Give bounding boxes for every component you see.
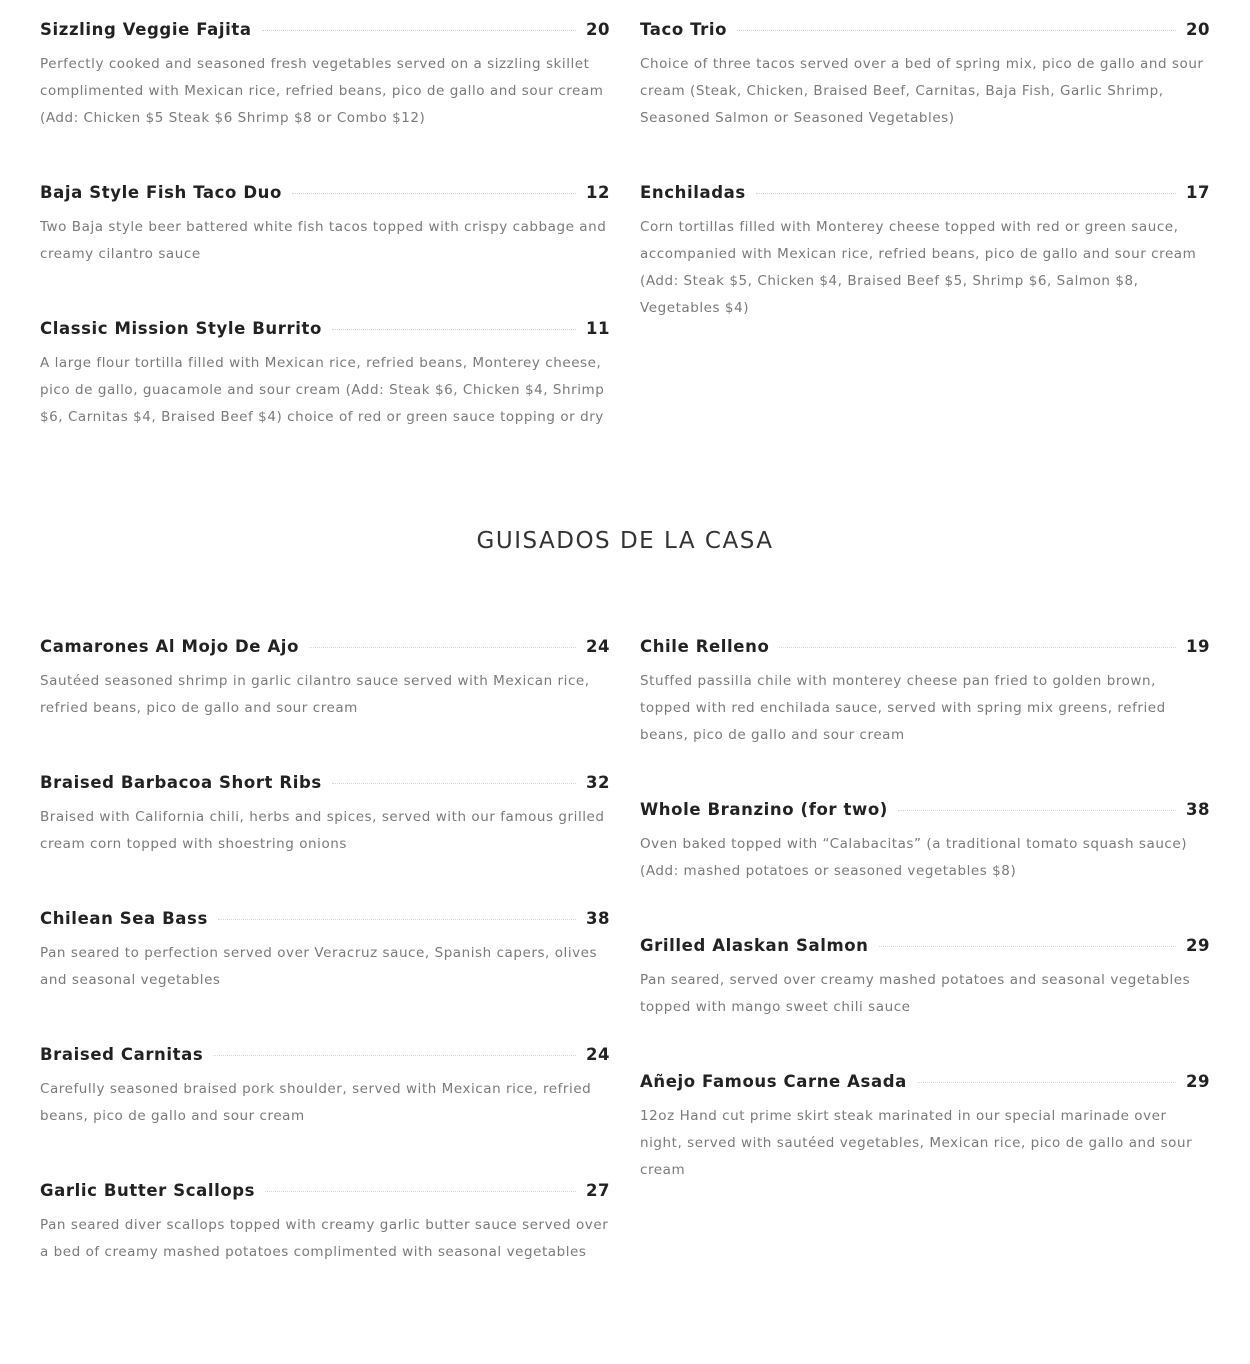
menu-item-camarones-al-mojo-de-ajo — [40, 637, 610, 722]
menu-item-header — [640, 637, 1210, 659]
dotted-leader — [292, 193, 576, 194]
dotted-leader — [265, 1191, 576, 1192]
menu-item-enchiladas — [640, 183, 1210, 322]
menu-item-description: Pan seared, served over creamy mashed potatoes and seasonal vegetables topped with mango sweet chili sauce — [640, 972, 1191, 1015]
menu-item-anejo-famous-carne-asada — [640, 1072, 1210, 1184]
menu-item-name: Chile Relleno — [640, 637, 770, 656]
dotted-leader — [332, 783, 576, 784]
menu-item-braised-carnitas — [40, 1045, 610, 1130]
dotted-leader — [756, 193, 1176, 194]
section-title: GUISADOS DE LA CASA — [476, 528, 774, 554]
dotted-leader — [218, 919, 576, 920]
menu-item-header — [640, 1072, 1210, 1094]
dotted-leader — [917, 1082, 1176, 1083]
menu-item-price: 38 — [1186, 800, 1210, 819]
menu-item-taco-trio — [640, 20, 1210, 132]
menu-item-price: 19 — [1186, 637, 1210, 656]
menu-item-price: 27 — [586, 1181, 610, 1200]
menu-item-grilled-alaskan-salmon — [640, 936, 1210, 1021]
menu-item-name: Camarones Al Mojo De Ajo — [40, 637, 299, 656]
menu-item-description: Oven baked topped with “Calabacitas” (a traditional tomato squash sauce) (Add: mashed potatoes or seasoned vegetables $8) — [640, 836, 1188, 879]
dotted-leader — [332, 329, 576, 330]
menu-item-chile-relleno — [640, 637, 1210, 749]
menu-item-classic-mission-style-burrito — [40, 319, 610, 431]
dotted-leader — [779, 647, 1176, 648]
menu-item-description: Corn tortillas filled with Monterey cheese topped with red or green sauce, accompanied with Mexican rice, refried beans, pico de gallo and sour cream (Add: Steak $5, Chicken $4, Braised Beef $5, Shrimp $6, Salmon $8, Vegetables $4) — [640, 219, 1197, 316]
menu-item-header — [40, 909, 610, 931]
dotted-leader — [309, 647, 576, 648]
menu-item-header — [640, 800, 1210, 822]
dotted-leader — [898, 810, 1176, 811]
menu-item-price: 29 — [1186, 936, 1210, 955]
menu-item-whole-branzino — [640, 800, 1210, 885]
menu-item-header — [640, 20, 1210, 42]
menu-item-name: Enchiladas — [640, 183, 746, 202]
menu-item-price: 17 — [1186, 183, 1210, 202]
dotted-leader — [879, 946, 1177, 947]
menu-item-name: Sizzling Veggie Fajita — [40, 20, 252, 39]
menu-item-description: Two Baja style beer battered white fish tacos topped with crispy cabbage and creamy cilantro sauce — [40, 219, 607, 262]
menu-item-name: Classic Mission Style Burrito — [40, 319, 322, 338]
menu-item-price: 24 — [586, 1045, 610, 1064]
dotted-leader — [213, 1055, 576, 1056]
menu-item-header — [40, 1045, 610, 1067]
menu-item-name: Taco Trio — [640, 20, 728, 39]
menu-item-price: 24 — [586, 637, 610, 656]
menu-item-description: Stuffed passilla chile with monterey cheese pan fried to golden brown, topped with red enchilada sauce, served with spring mix greens, refried beans, pico de gallo and sour cream — [640, 673, 1166, 743]
dotted-leader — [262, 30, 576, 31]
menu-item-description: A large flour tortilla filled with Mexican rice, refried beans, Monterey cheese, pico de gallo, guacamole and sour cream (Add: Steak $6, Chicken $4, Shrimp $6, Carnitas $4, Braised Beef $4) choice of red or green sauce topping or dry — [40, 355, 605, 425]
menu-item-price: 38 — [586, 909, 610, 928]
menu-item-description: Sautéed seasoned shrimp in garlic cilantro sauce served with Mexican rice, refried beans, pico de gallo and sour cream — [40, 673, 590, 716]
menu-item-header — [640, 183, 1210, 205]
menu-item-garlic-butter-scallops — [40, 1181, 610, 1266]
menu-item-chilean-sea-bass — [40, 909, 610, 994]
menu-item-name: Braised Carnitas — [40, 1045, 204, 1064]
dotted-leader — [737, 30, 1176, 31]
menu-item-name: Grilled Alaskan Salmon — [640, 936, 869, 955]
menu-item-name: Garlic Butter Scallops — [40, 1181, 256, 1200]
menu-item-header — [40, 20, 610, 42]
menu-item-header — [40, 637, 610, 659]
menu-item-header — [40, 773, 610, 795]
menu-item-price: 20 — [586, 20, 610, 39]
menu-item-description: Carefully seasoned braised pork shoulder, served with Mexican rice, refried beans, pico de gallo and sour cream — [40, 1081, 592, 1124]
menu-item-description: Choice of three tacos served over a bed of spring mix, pico de gallo and sour cream (Steak, Chicken, Braised Beef, Carnitas, Baja Fish, Garlic Shrimp, Seasoned Salmon or Seasoned Vegetables) — [640, 56, 1204, 126]
menu-item-name: Baja Style Fish Taco Duo — [40, 183, 282, 202]
menu-item-name: Whole Branzino (for two) — [640, 800, 888, 819]
menu-item-description: Perfectly cooked and seasoned fresh vegetables served on a sizzling skillet complimented with Mexican rice, refried beans, pico de gallo and sour cream (Add: Chicken $5 Steak $6 Shrimp $8 or Combo $12) — [40, 56, 604, 126]
menu-item-baja-style-fish-taco-duo — [40, 183, 610, 268]
menu-item-name: Añejo Famous Carne Asada — [640, 1072, 907, 1091]
menu-item-braised-barbacoa-short-ribs — [40, 773, 610, 858]
menu-item-price: 11 — [586, 319, 610, 338]
menu-item-header — [40, 1181, 610, 1203]
menu-item-description: 12oz Hand cut prime skirt steak marinated in our special marinade over night, served with sautéed vegetables, Mexican rice, pico de gallo and sour cream — [640, 1108, 1193, 1178]
menu-item-description: Pan seared to perfection served over Veracruz sauce, Spanish capers, olives and seasonal vegetables — [40, 945, 598, 988]
menu-item-sizzling-veggie-fajita — [40, 20, 610, 132]
menu-item-description: Pan seared diver scallops topped with creamy garlic butter sauce served over a bed of creamy mashed potatoes complimented with seasonal vegetables — [40, 1217, 609, 1260]
menu-item-price: 29 — [1186, 1072, 1210, 1091]
menu-item-name: Chilean Sea Bass — [40, 909, 208, 928]
menu-item-price: 20 — [1186, 20, 1210, 39]
menu-item-description: Braised with California chili, herbs and spices, served with our famous grilled cream corn topped with shoestring onions — [40, 809, 605, 852]
menu-item-price: 32 — [586, 773, 610, 792]
menu-item-name: Braised Barbacoa Short Ribs — [40, 773, 322, 792]
menu-item-header — [640, 936, 1210, 958]
menu-item-price: 12 — [586, 183, 610, 202]
menu-item-header — [40, 319, 610, 341]
menu-item-header — [40, 183, 610, 205]
